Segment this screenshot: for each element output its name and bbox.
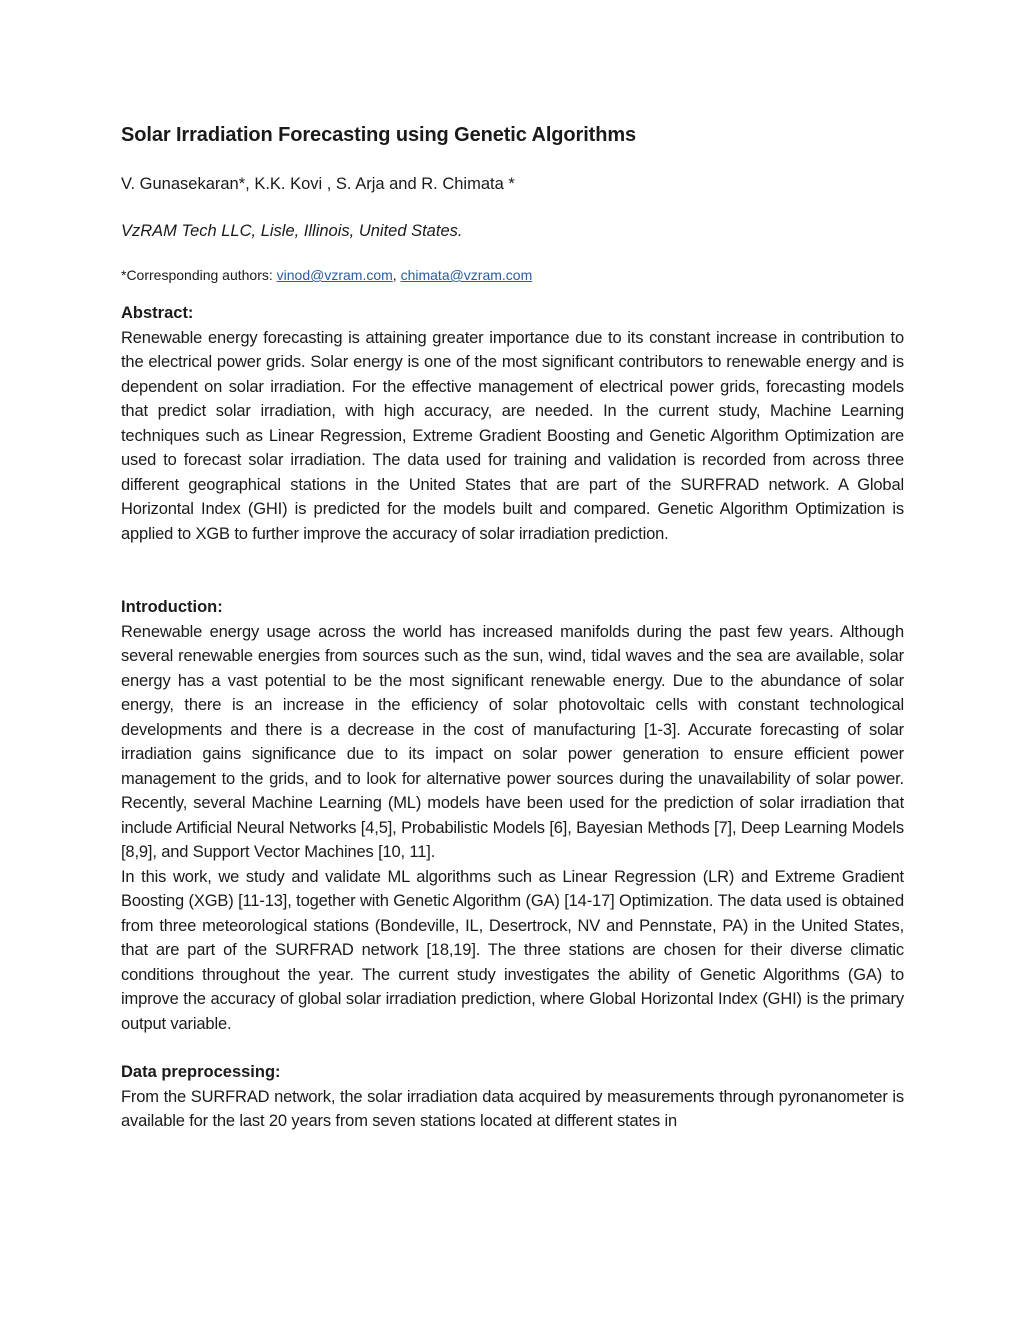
affiliation: VzRAM Tech LLC, Lisle, Illinois, United States.: [121, 222, 463, 240]
author-list: V. Gunasekaran*, K.K. Kovi , S. Arja and R. Chimata *: [121, 175, 515, 193]
introduction-section: [121, 595, 904, 1036]
paper-page: [121, 118, 904, 1134]
introduction-paragraph-2: In this work, we study and validate ML algorithms such as Linear Regression (LR) and Extreme Gradient Boosting (XGB) [11-13], together with Genetic Algorithm (GA) [14-17] Optimization. The data used is obtained from three meteorological stations (Bondeville, IL, Desertrock, NV and Pennstate, PA) in the United States, that are part of the SURFRAD network [18,19]. The three stations are chosen for their diverse climatic conditions throughout the year. The current study investigates the ability of Genetic Algorithms (GA) to improve the accuracy of global solar irradiation prediction, where Global Horizontal Index (GHI) is the primary output variable.: [121, 867, 904, 1033]
corresponding-authors: [121, 264, 904, 286]
introduction-heading: Introduction:: [121, 598, 223, 616]
abstract-section: [121, 301, 904, 546]
data-preprocessing-text: From the SURFRAD network, the solar irradiation data acquired by measurements through pyronanometer is available for the last 20 years from seven stations located at different states in: [121, 1087, 904, 1130]
data-preprocessing-section: [121, 1060, 904, 1134]
corresponding-label: *Corresponding authors:: [121, 267, 277, 283]
paper-title: Solar Irradiation Forecasting using Genetic Algorithms: [121, 124, 637, 146]
abstract-text: Renewable energy forecasting is attaining greater importance due to its constant increase in contribution to the electrical power grids. Solar energy is one of the most significant contributors to renewable energy and is dependent on solar irradiation. For the effective management of electrical power grids, forecasting models that predict solar irradiation, with high accuracy, are needed. In the current study, Machine Learning techniques such as Linear Regression, Extreme Gradient Boosting and Genetic Algorithm Optimization are used to forecast solar irradiation. The data used for training and validation is recorded from across three different geographical stations in the United States that are part of the SURFRAD network. A Global Horizontal Index (GHI) is predicted for the models built and compared. Genetic Algorithm Optimization is applied to XGB to further improve the accuracy of solar irradiation prediction.: [121, 328, 904, 543]
abstract-heading: Abstract:: [121, 304, 194, 322]
email-link-vinod[interactable]: vinod@vzram.com: [276, 267, 393, 283]
introduction-paragraph-1: Renewable energy usage across the world has increased manifolds during the past few years. Although several renewable energies from sources such as the sun, wind, tidal waves and the sea are available, solar energy has a vast potential to be the most significant renewable energy. Due to the abundance of solar energy, there is an increase in the efficiency of solar photovoltaic cells with constant technological developments and there is a decrease in the cost of manufacturing [1-3]. Accurate forecasting of solar irradiation gains significance due to its impact on solar power generation to ensure efficient power management to the grids, and to look for alternative power sources during the unavailability of solar power. Recently, several Machine Learning (ML) models have been used for the prediction of solar irradiation that include Artificial Neural Networks [4,5], Probabilistic Models [6], Bayesian Methods [7], Deep Learning Models [8,9], and Support Vector Machines [10, 11].: [121, 622, 904, 861]
email-link-chimata[interactable]: chimata@vzram.com: [400, 267, 533, 283]
email-separator: ,: [392, 267, 401, 283]
data-preprocessing-heading: Data preprocessing:: [121, 1063, 281, 1081]
